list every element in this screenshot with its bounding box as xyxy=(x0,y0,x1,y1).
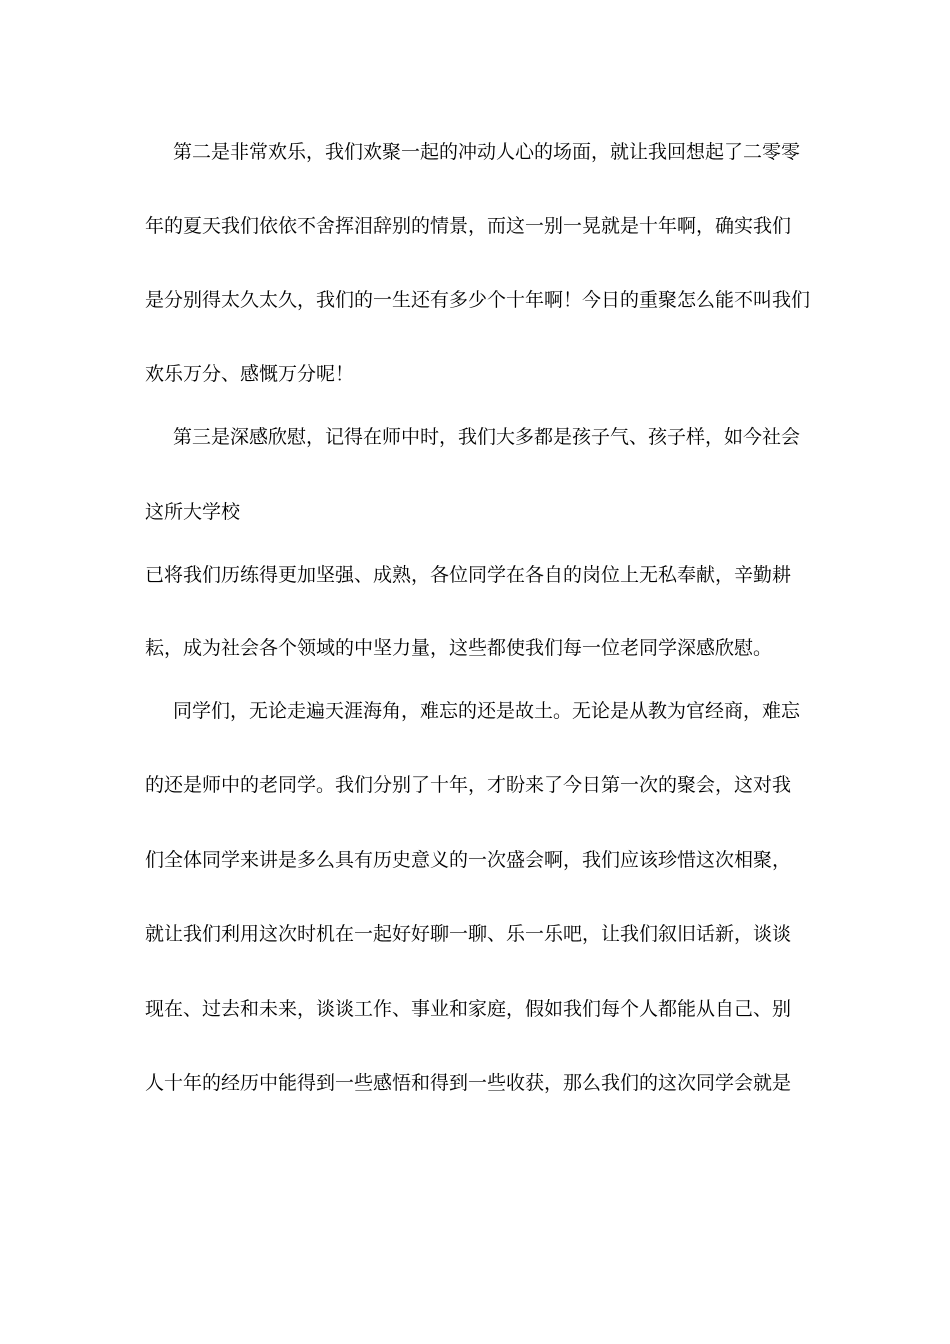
paragraph-4-line-3: 们全体同学来讲是多么具有历史意义的一次盛会啊，我们应该珍惜这次相聚， xyxy=(145,849,792,871)
paragraph-2-line-3: 是分别得太久太久，我们的一生还有多少个十年啊！今日的重聚怎么能不叫我们 xyxy=(145,289,811,311)
paragraph-2-line-4: 欢乐万分、感慨万分呢！ xyxy=(145,363,355,385)
paragraph-3-line-3: 已将我们历练得更加坚强、成熟，各位同学在各自的岗位上无私奉献，辛勤耕 xyxy=(145,564,792,586)
paragraph-4-line-6: 人十年的经历中能得到一些感悟和得到一些收获，那么我们的这次同学会就是 xyxy=(145,1072,792,1094)
paragraph-4-line-5: 现在、过去和未来，谈谈工作、事业和家庭，假如我们每个人都能从自己、别 xyxy=(145,998,792,1020)
paragraph-4-line-1: 同学们，无论走遍天涯海角，难忘的还是故土。无论是从教为官经商，难忘 xyxy=(173,700,801,722)
paragraph-2-line-1: 第二是非常欢乐，我们欢聚一起的冲动人心的场面，就让我回想起了二零零 xyxy=(173,141,801,163)
paragraph-3-line-1: 第三是深感欣慰，记得在师中时，我们大多都是孩子气、孩子样，如今社会 xyxy=(173,426,801,448)
paragraph-4-line-4: 就让我们利用这次时机在一起好好聊一聊、乐一乐吧，让我们叙旧话新，谈谈 xyxy=(145,923,792,945)
paragraph-3-line-2: 这所大学校 xyxy=(145,501,241,523)
paragraph-2-line-2: 年的夏天我们依依不舍挥泪辞别的情景，而这一别一晃就是十年啊，确实我们 xyxy=(145,215,792,237)
paragraph-4-line-2: 的还是师中的老同学。我们分别了十年，才盼来了今日第一次的聚会，这对我 xyxy=(145,774,792,796)
paragraph-3-line-4: 耘，成为社会各个领域的中坚力量，这些都使我们每一位老同学深感欣慰。 xyxy=(145,637,773,659)
